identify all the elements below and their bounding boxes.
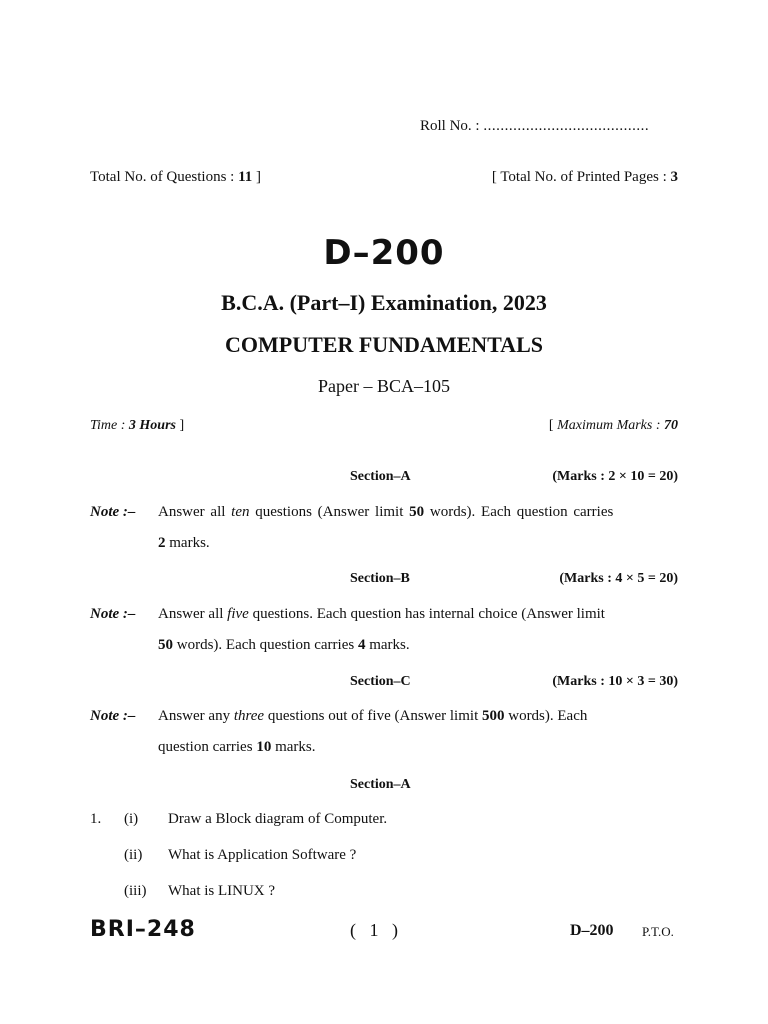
section-c-title: Section–C: [350, 674, 411, 689]
time-value: 3 Hours: [128, 418, 176, 433]
subject-title: COMPUTER FUNDAMENTALS: [225, 332, 543, 357]
total-questions: Total No. of Questions : 11 ]: [90, 169, 262, 185]
footer-code: BRI–248: [90, 917, 196, 942]
section-c-note-line-1: Answer any three questions out of five (Answer limit 500 words). Each: [158, 708, 588, 724]
question-part-text: What is Application Software ?: [168, 847, 357, 863]
max-marks-value: 70: [664, 418, 678, 433]
max-marks-line: [ Maximum Marks : 70: [548, 418, 678, 433]
section-a-marks: (Marks : 2 × 10 = 20): [552, 469, 678, 484]
footer-paper-code: D–200: [570, 922, 614, 939]
paper-title: Paper – BCA–105: [318, 376, 450, 396]
total-pages-value: 3: [670, 169, 678, 185]
section-b-marks: (Marks : 4 × 5 = 20): [559, 571, 678, 586]
exam-title: B.C.A. (Part–I) Examination, 2023: [221, 290, 547, 315]
section-c-note-line-2: question carries 10 marks.: [158, 739, 316, 755]
question-part-text: Draw a Block diagram of Computer.: [168, 811, 388, 827]
note-label: Note :–: [90, 606, 136, 622]
roll-number-label: Roll No. :: [420, 118, 480, 134]
question-part-label: (ii): [124, 847, 143, 863]
section-a-heading: Section–A: [350, 777, 411, 792]
time-line: Time : 3 Hours ]: [90, 418, 185, 433]
total-questions-value: 11: [238, 169, 253, 185]
section-a-note-line-2: 2 marks.: [158, 535, 210, 551]
total-pages: [ Total No. of Printed Pages : 3: [491, 169, 678, 185]
question-part-label: (i): [124, 811, 139, 827]
section-b-title: Section–B: [350, 571, 410, 586]
paper-code-title: D–200: [323, 233, 445, 273]
note-label: Note :–: [90, 504, 136, 520]
section-a-note-line-1: Answer all ten questions (Answer limit 50 words). Each question carries: [158, 504, 614, 520]
pto-label: P.T.O.: [642, 924, 674, 939]
section-c-marks: (Marks : 10 × 3 = 30): [552, 674, 678, 689]
roll-number-line: [420, 118, 649, 135]
page-number: ( 1 ): [350, 920, 398, 940]
section-b-note-line-2: 50 words). Each question carries 4 marks.: [158, 637, 410, 653]
note-label: Note :–: [90, 708, 136, 724]
section-b-note-line-1: Answer all five questions. Each question has internal choice (Answer limit: [158, 606, 605, 622]
roll-number-blank: .......................................: [483, 118, 650, 134]
section-a-title: Section–A: [350, 469, 411, 484]
question-part-text: What is LINUX ?: [168, 883, 276, 899]
question-number: 1.: [90, 811, 102, 827]
question-part-label: (iii): [124, 883, 147, 899]
